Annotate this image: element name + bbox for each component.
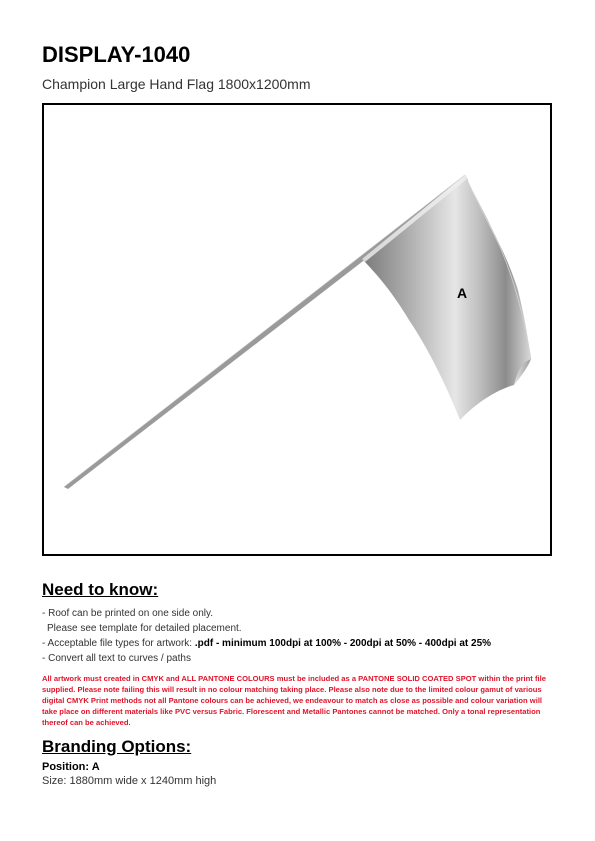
need-to-know-list (42, 606, 562, 666)
hand-flag-illustration (44, 105, 550, 554)
list-item: - Convert all text to curves / paths (42, 653, 191, 664)
file-types-emphasis: .pdf - minimum 100dpi at 100% - 200dpi at 50% - 400dpi at 25% (194, 638, 492, 649)
colour-warning-notice: All artwork must created in CMYK and ALL PANTONE COLOURS must be included as a PANTONE SOLID COATED SPOT within the print file supplied. Please note failing this will result in no colour matching taking place. Please also note due to the limited colour gamut of various digital CMYK Print methods not all Pantone colours can be achieved, we endeavour to match as close as possible and colour variation will take place on different materials like PVC versus Fabric. Florescent and Metallic Pantones cannot be matched. Only a tonal representation thereof can be achieved. (42, 674, 546, 727)
flag-fabric (362, 175, 531, 420)
page-title: DISPLAY-1040 (42, 42, 191, 67)
need-to-know-heading: Need to know: (42, 580, 159, 599)
branding-position: Position: A (42, 761, 100, 773)
page-subtitle: Champion Large Hand Flag 1800x1200mm (42, 76, 311, 92)
branding-size: Size: 1880mm wide x 1240mm high (42, 775, 217, 787)
list-item (42, 636, 562, 651)
branding-options-heading: Branding Options: (42, 737, 192, 756)
list-item: Please see template for detailed placement. (47, 623, 242, 634)
list-item: - Roof can be printed on one side only. (42, 608, 214, 619)
file-types-label: - Acceptable file types for artwork: (42, 638, 195, 649)
product-illustration-frame (42, 103, 552, 556)
position-a-marker: A (456, 285, 468, 301)
